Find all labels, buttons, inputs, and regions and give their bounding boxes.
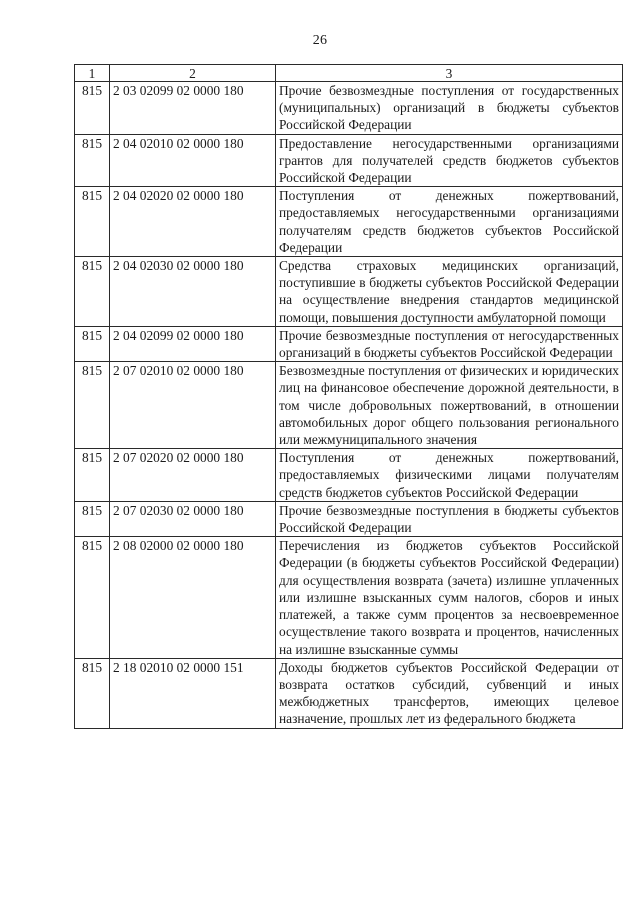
revenue-code-cell: 2 04 02020 02 0000 180 [110,187,276,257]
revenue-code-cell: 2 03 02099 02 0000 180 [110,82,276,135]
table-row [75,326,623,361]
admin-code-cell: 815 [75,449,110,502]
table-row [75,257,623,327]
revenue-code-cell: 2 07 02010 02 0000 180 [110,362,276,449]
table-row [75,362,623,449]
table-row [75,82,623,135]
page-number: 26 [312,33,328,48]
description-cell: Поступления от денежных пожертвований, предоставляемых негосударственными организациями получателям средств бюджетов субъектов Российской Федерации [276,187,623,257]
revenue-code-cell: 2 07 02020 02 0000 180 [110,449,276,502]
description-cell: Средства страховых медицинских организаций, поступившие в бюджеты субъектов Российской Федерации на осуществление внедрения стандартов медицинской помощи, повышения доступности амбулаторной помощи [276,257,623,327]
description-cell: Прочие безвозмездные поступления в бюджеты субъектов Российской Федерации [276,501,623,536]
revenue-code-cell: 2 04 02030 02 0000 180 [110,257,276,327]
admin-code-cell: 815 [75,187,110,257]
revenue-codes-table [74,64,623,729]
revenue-code-cell: 2 07 02030 02 0000 180 [110,501,276,536]
revenue-code-cell: 2 18 02010 02 0000 151 [110,658,276,728]
header-col-2: 2 [110,65,276,82]
description-cell: Безвозмездные поступления от физических и юридических лиц на финансовое обеспечение дорожной деятельности, в том числе добровольных пожертвований, в отношении автомобильных дорог общего пользования регионального или межмуниципального значения [276,362,623,449]
table-row [75,658,623,728]
table-row [75,187,623,257]
description-cell: Перечисления из бюджетов субъектов Российской Федерации (в бюджеты субъектов Российской Федерации) для осуществления возврата (зачета) излишне уплаченных или излишне взысканных сумм налогов, сборов и иных платежей, а также сумм процентов за несвоевременное осуществление такого возврата и процентов, начисленных на излишне взысканные суммы [276,537,623,658]
admin-code-cell: 815 [75,82,110,135]
admin-code-cell: 815 [75,537,110,658]
description-cell: Поступления от денежных пожертвований, предоставляемых физическими лицами получателям средств бюджетов субъектов Российской Федерации [276,449,623,502]
table-row [75,537,623,658]
table-row [75,449,623,502]
revenue-code-cell: 2 08 02000 02 0000 180 [110,537,276,658]
table-header-row [75,65,623,82]
description-cell: Прочие безвозмездные поступления от негосударственных организаций в бюджеты субъектов Российской Федерации [276,326,623,361]
revenue-code-cell: 2 04 02099 02 0000 180 [110,326,276,361]
description-cell: Прочие безвозмездные поступления от государственных (муниципальных) организаций в бюджеты субъектов Российской Федерации [276,82,623,135]
admin-code-cell: 815 [75,326,110,361]
header-col-3: 3 [276,65,623,82]
admin-code-cell: 815 [75,501,110,536]
description-cell: Предоставление негосударственными организациями грантов для получателей средств бюджетов субъектов Российской Федерации [276,134,623,187]
description-cell: Доходы бюджетов субъектов Российской Федерации от возврата остатков субсидий, субвенций и иных межбюджетных трансфертов, имеющих целевое назначение, прошлых лет из федерального бюджета [276,658,623,728]
table-row [75,501,623,536]
admin-code-cell: 815 [75,658,110,728]
admin-code-cell: 815 [75,134,110,187]
admin-code-cell: 815 [75,257,110,327]
admin-code-cell: 815 [75,362,110,449]
revenue-code-cell: 2 04 02010 02 0000 180 [110,134,276,187]
header-col-1: 1 [75,65,110,82]
table-row [75,134,623,187]
